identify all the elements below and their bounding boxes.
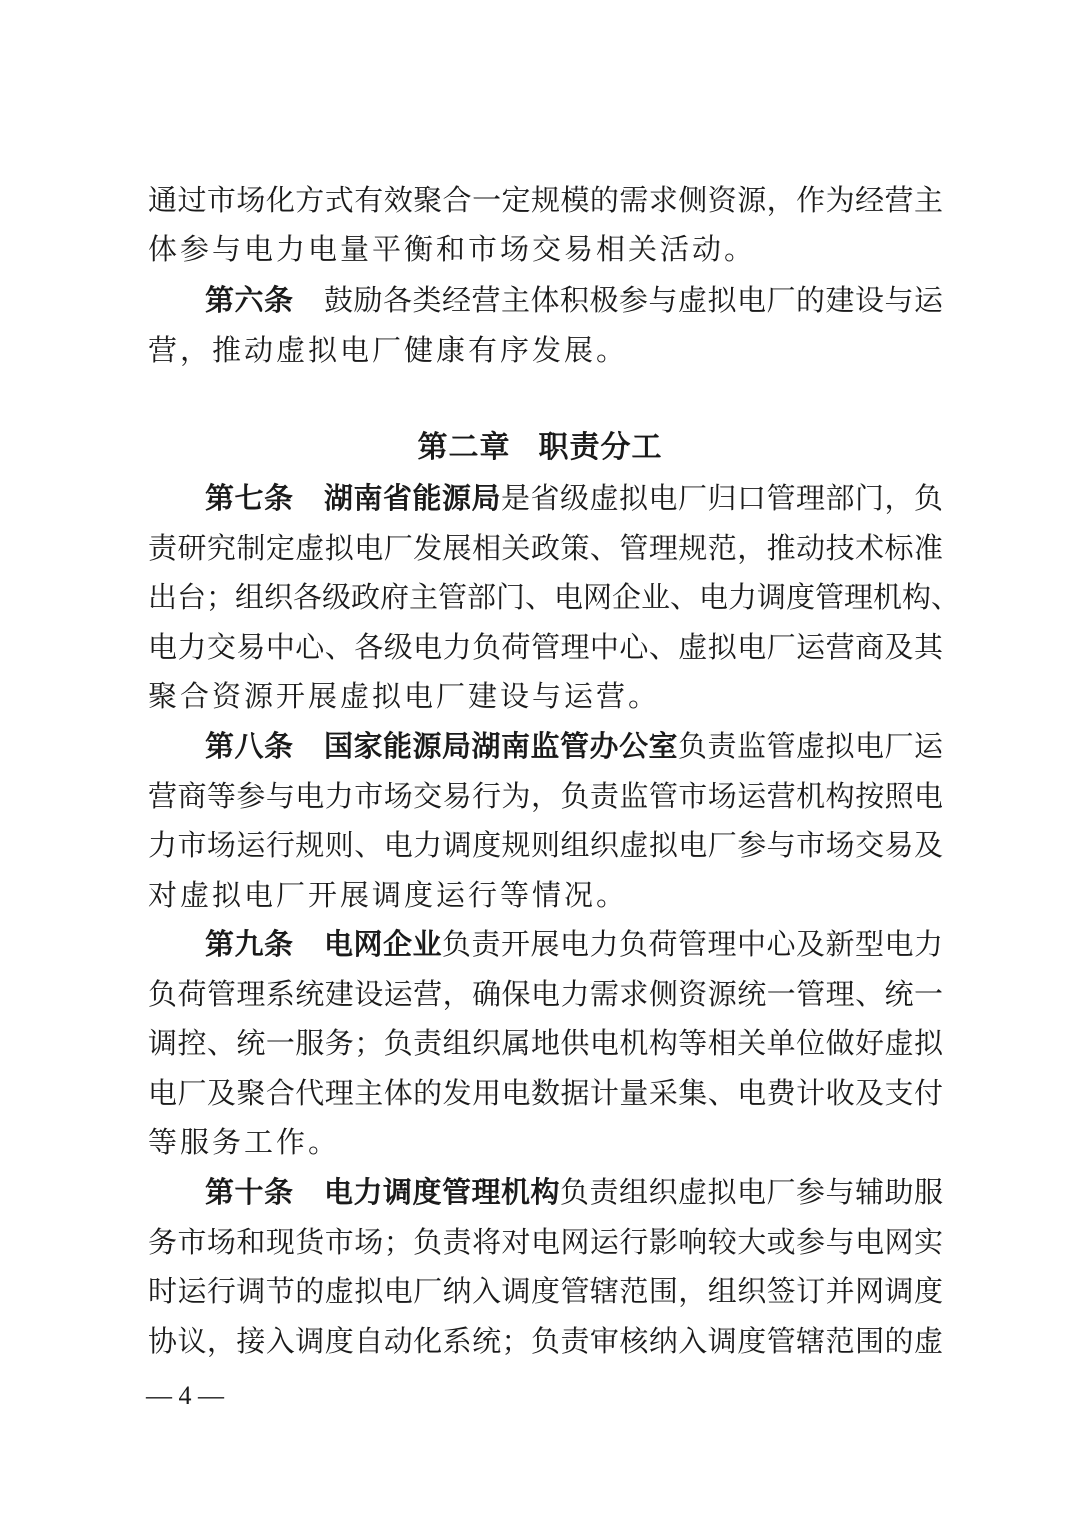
chapter-heading <box>0 428 1080 468</box>
article-10-line-3: 时运行调节的虚拟电厂纳入调度管辖范围，组织签订并网调度 <box>148 1274 943 1308</box>
article-10-line-2: 务市场和现货市场；负责将对电网运行影响较大或参与电网实 <box>148 1225 943 1259</box>
article-10-line-4: 协议，接入调度自动化系统；负责审核纳入调度管辖范围的虚 <box>148 1324 943 1358</box>
article-9-line-5: 等服务工作。 <box>148 1125 341 1159</box>
article-9-line-4: 电厂及聚合代理主体的发用电数据计量采集、电费计收及支付 <box>148 1076 943 1110</box>
article-9-line-1 <box>205 924 943 964</box>
article-8-line-2: 营商等参与电力市场交易行为，负责监管市场运营机构按照电 <box>148 779 943 813</box>
article-9-label: 第九条 <box>205 927 294 961</box>
intro-line-2: 体参与电力电量平衡和市场交易相关活动。 <box>148 232 757 266</box>
article-7-line-5: 聚合资源开展虚拟电厂建设与运营。 <box>148 679 661 713</box>
article-6-label: 第六条 <box>205 283 294 317</box>
article-10-line-1 <box>205 1172 943 1212</box>
article-6-line-1 <box>205 280 943 320</box>
chapter-title: 职责分工 <box>538 430 663 465</box>
article-10-text: 负责组织虚拟电厂参与辅助服 <box>559 1175 943 1209</box>
article-7-text: 是省级虚拟电厂归口管理部门，负 <box>501 481 943 515</box>
article-8-line-1 <box>205 726 943 766</box>
article-8-text: 负责监管虚拟电厂运 <box>677 729 943 763</box>
article-9-line-2: 负荷管理系统建设运营，确保电力需求侧资源统一管理、统一 <box>148 977 943 1011</box>
article-8-label: 第八条 <box>205 729 294 763</box>
article-7-line-1 <box>205 478 943 518</box>
intro-line-1: 通过市场化方式有效聚合一定规模的需求侧资源，作为经营主 <box>148 183 943 217</box>
article-9-line-3: 调控、统一服务；负责组织属地供电机构等相关单位做好虚拟 <box>148 1026 943 1060</box>
article-8-subject: 国家能源局湖南监管办公室 <box>323 729 678 763</box>
article-6-text: 鼓励各类经营主体积极参与虚拟电厂的建设与运 <box>323 283 943 317</box>
article-7-line-2: 责研究制定虚拟电厂发展相关政策、管理规范，推动技术标准 <box>148 531 943 565</box>
page-number: — 4 — <box>146 1381 224 1410</box>
chapter-number: 第二章 <box>417 430 511 465</box>
article-8-line-4: 对虚拟电厂开展调度运行等情况。 <box>148 878 629 912</box>
article-7-label: 第七条 <box>205 481 294 515</box>
article-6-line-2: 营，推动虚拟电厂健康有序发展。 <box>148 333 629 367</box>
article-7-subject: 湖南省能源局 <box>323 481 501 515</box>
article-7-line-3: 出台；组织各级政府主管部门、电网企业、电力调度管理机构、 <box>148 580 961 614</box>
article-9-subject: 电网企业 <box>323 927 442 961</box>
article-10-subject: 电力调度管理机构 <box>323 1175 560 1209</box>
article-7-line-4: 电力交易中心、各级电力负荷管理中心、虚拟电厂运营商及其 <box>148 630 943 664</box>
article-8-line-3: 力市场运行规则、电力调度规则组织虚拟电厂参与市场交易及 <box>148 828 943 862</box>
article-9-text: 负责开展电力负荷管理中心及新型电力 <box>442 927 943 961</box>
article-10-label: 第十条 <box>205 1175 294 1209</box>
